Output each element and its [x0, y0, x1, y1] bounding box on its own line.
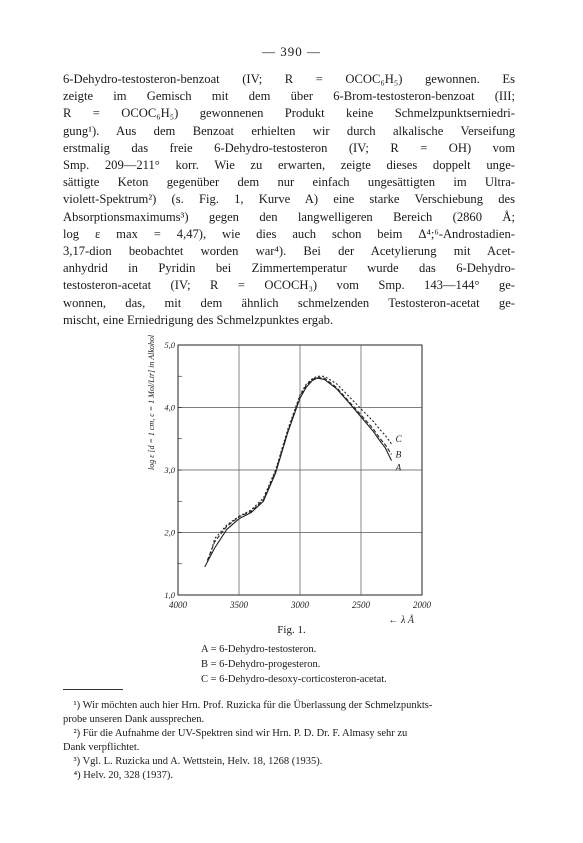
x-tick-label: 4000 — [169, 600, 187, 610]
figure-legend — [201, 642, 387, 687]
legend-entry: C = 6-Dehydro-desoxy-corticosteron-acetat. — [201, 674, 387, 685]
body-line: Smp. 209—211° korr. Wie zu erwarten, zeigte dieses doppelt unge- — [63, 158, 515, 173]
footnote-line: ¹) Wir möchten auch hier Hrn. Prof. Ruzicka für die Überlassung der Schmelzpunkts- — [63, 700, 433, 711]
series-line-b — [207, 378, 391, 561]
body-line: 3,17-dion beobachtet worden war⁴). Bei der Acetylierung mit Acet- — [63, 244, 515, 259]
body-line: violett-Spektrum²) (s. Fig. 1, Kurve A) eine starke Verschiebung des — [63, 192, 515, 207]
chart-y-axis-label: log ε [d = 1 cm, c = 1 Mol/Ltr] in Alkohol — [147, 334, 156, 470]
body-line: 6-Dehydro-testosteron-benzoat (IV; R = OCOC₆H₅) gewonnen. Es — [63, 72, 515, 86]
x-tick-label: 2500 — [352, 600, 370, 610]
footnote — [63, 755, 515, 769]
y-tick-label: 5,0 — [164, 340, 175, 350]
footnote-line: probe unseren Dank aussprechen. — [63, 713, 205, 725]
x-axis-label: ← λ Å — [388, 615, 414, 626]
body-line: testosteron-acetat (IV; R = OCOCH₃) vom Smp. 143—144° ge- — [63, 278, 515, 293]
legend-entry: A = 6-Dehydro-testosteron. — [201, 644, 317, 655]
footnote-line: ³) Vgl. L. Ruzicka und A. Wettstein, Helv. 18, 1268 (1935). — [63, 756, 323, 767]
figure-caption: Fig. 1. — [277, 624, 306, 636]
footnote — [63, 699, 515, 726]
footnote — [63, 727, 515, 754]
footnote-line: Dank verpflichtet. — [63, 741, 140, 753]
curve-label-b: B — [395, 450, 402, 461]
legend-entry: B = 6-Dehydro-progesteron. — [201, 659, 321, 670]
body-line: anhydrid in Pyridin bei Zimmertemperatur wurde das 6-Dehydro- — [63, 261, 515, 276]
body-paragraph — [63, 71, 515, 329]
footnote-line: ⁴) Helv. 20, 328 (1937). — [63, 770, 174, 781]
footnote-line: ²) Für die Aufnahme der UV-Spektren sind wir Hrn. P. D. Dr. F. Almasy sehr zu — [63, 728, 408, 739]
body-line: mischt, eine Erniedrigung des Schmelzpunktes ergab. — [63, 312, 334, 327]
curve-label-c: C — [395, 434, 402, 445]
body-line: Absorptionsmaximums³) gegen den langwelligeren Bereich (2860 Å; — [63, 209, 515, 224]
y-tick-label: 3,0 — [164, 465, 175, 475]
y-tick-label: 2,0 — [164, 527, 175, 538]
body-line: sättigte Keton gegenüber dem nur einfach ungesättigten im Ultra- — [63, 175, 515, 190]
footnote — [63, 769, 515, 783]
page-number: — 390 — — [262, 44, 321, 59]
series-line-a — [205, 378, 392, 567]
body-line: R = OCOC₆H₅) gewonnenen Produkt keine Schmelzpunktserniedri- — [63, 106, 515, 121]
curve-label-a: A — [395, 463, 402, 474]
uv-spectrum-chart — [150, 337, 450, 626]
uv-spectrum-figure — [150, 337, 450, 626]
x-tick-label: 3000 — [291, 600, 309, 610]
body-line: log ε max = 4,47), wie dies auch schon beim Δ⁴;⁶-Androstadien- — [63, 226, 515, 241]
body-line: wonnen, das, mit dem ähnlich schmelzenden Testosteron-acetat ge- — [63, 295, 515, 310]
body-line: zeigte im Gemisch mit dem über 6-Brom-testosteron-benzoat (III; — [63, 89, 515, 104]
x-tick-label: 2000 — [413, 600, 431, 610]
series-line-c — [210, 376, 392, 557]
body-line: erstmalig das freie 6-Dehydro-testosteron (IV; R = OH) vom — [63, 140, 515, 155]
x-tick-label: 3500 — [230, 600, 248, 610]
y-tick-label: 1,0 — [164, 590, 175, 600]
y-tick-label: 4,0 — [164, 402, 175, 413]
footnote-rule — [63, 689, 123, 690]
body-line: gung¹). Aus dem Benzoat erhielten wir durch alkalische Verseifung — [63, 123, 515, 138]
